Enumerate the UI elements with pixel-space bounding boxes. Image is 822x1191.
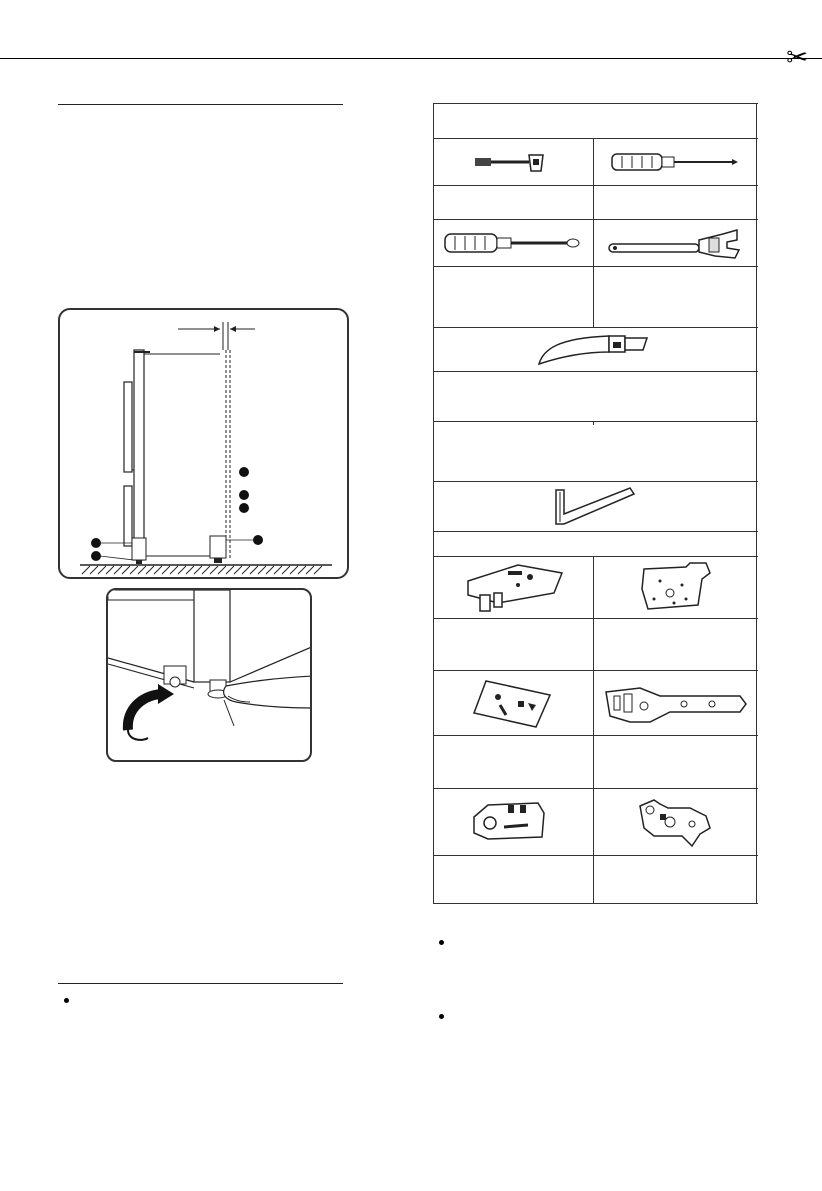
hinge-stop-b-icon — [593, 788, 756, 855]
hinge-plate-icon — [433, 670, 593, 735]
figure-adjust-foot — [106, 588, 312, 762]
scissors-icon: ✂ — [786, 42, 808, 72]
marker-5 — [91, 551, 101, 561]
marker-1 — [239, 467, 249, 477]
flat-screwdriver-icon — [593, 138, 756, 185]
section-rule-bottom — [58, 983, 343, 984]
marker-6 — [253, 535, 263, 545]
tools-parts-table — [433, 103, 758, 903]
marker-3 — [239, 503, 249, 513]
hinge-bracket-b-icon — [593, 556, 756, 618]
bullet-point — [439, 1014, 444, 1019]
marker-4 — [91, 538, 101, 548]
marker-2 — [239, 490, 249, 500]
cut-line — [0, 58, 822, 59]
hex-key-icon — [433, 481, 756, 531]
figure-leveling-side-view — [58, 308, 349, 579]
utility-knife-icon — [433, 327, 756, 371]
section-rule-top — [58, 104, 343, 105]
phillips-screwdriver-icon — [433, 219, 593, 266]
hinge-bracket-a-icon — [433, 556, 593, 618]
adjustable-wrench-icon — [593, 219, 756, 266]
foot-adjust-illustration — [108, 590, 312, 762]
fridge-side-illustration — [60, 310, 349, 579]
socket-wrench-icon — [433, 138, 593, 185]
bullet-point — [64, 998, 69, 1003]
hinge-arm-icon — [593, 670, 756, 735]
hinge-stop-a-icon — [433, 788, 593, 855]
bullet-point — [439, 940, 444, 945]
